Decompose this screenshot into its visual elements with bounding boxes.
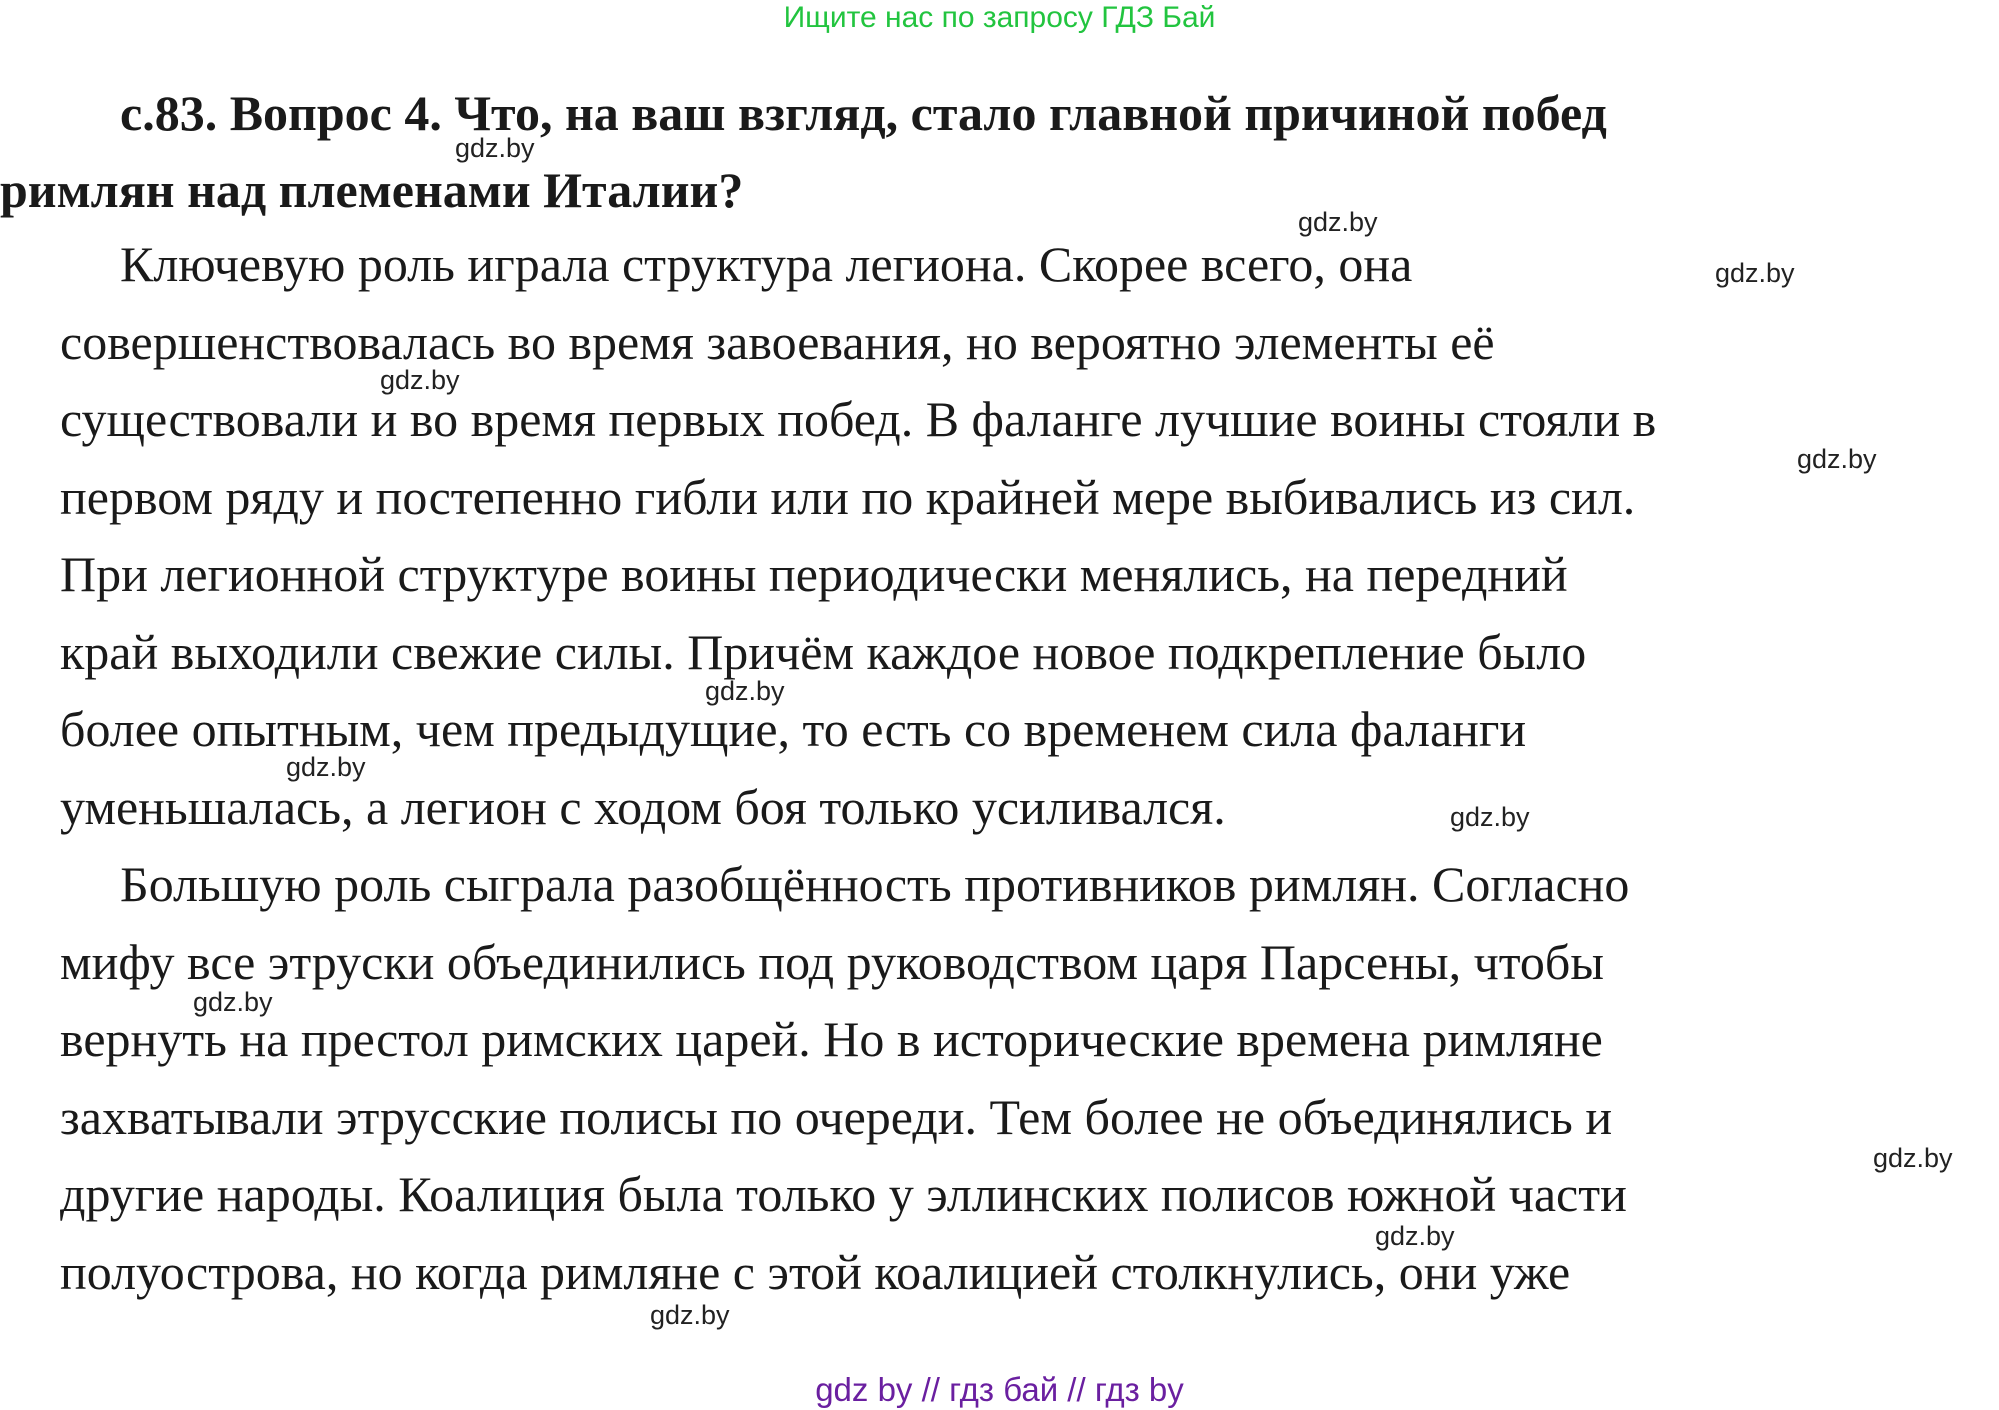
paragraph-2-line-5: другие народы. Коалиция была только у эллинских полисов южной части (60, 1166, 1627, 1222)
paragraph-2-line-1: Большую роль сыграла разобщённость противников римлян. Согласно (120, 856, 1630, 912)
paragraph-2-line-6: полуострова, но когда римляне с этой коалицией столкнулись, они уже (60, 1243, 1571, 1300)
answer-paragraph-2 (60, 846, 1960, 1311)
watermark: gdz.by (650, 1300, 730, 1330)
heading-line-2: римлян над племенами Италии? (0, 162, 744, 218)
paragraph-1-line-8: уменьшалась, а легион с ходом боя только усиливался. (60, 778, 1226, 835)
heading-line-1: с.83. Вопрос 4. Что, на ваш взгляд, стало главной причиной побед (120, 85, 1607, 141)
paragraph-1-line-3: существовали и во время первых побед. В фаланге лучшие воины стояли в (60, 391, 1657, 447)
watermark: gdz.by (1375, 1221, 1455, 1251)
paragraph-1-line-1: Ключевую роль играла структура легиона. Скорее всего, она (120, 236, 1413, 292)
paragraph-1-line-6: край выходили свежие силы. Причём каждое новое подкрепление было (60, 623, 1587, 680)
top-banner: Ищите нас по запросу ГДЗ Бай (783, 1, 1216, 34)
paragraph-2-line-4: захватывали этрусские полисы по очереди. Тем более не объединялись и (60, 1088, 1613, 1145)
watermark: gdz.by (705, 676, 785, 706)
watermark: gdz.by (1298, 207, 1378, 237)
paragraph-1-line-7: более опытным, чем предыдущие, то есть со временем сила фаланги (60, 701, 1527, 757)
footer-links: gdz by // гдз бай // гдз by (815, 1371, 1184, 1408)
watermark: gdz.by (193, 987, 273, 1017)
question-heading (0, 75, 1960, 229)
watermark: gdz.by (286, 752, 366, 782)
watermark: gdz.by (1450, 802, 1530, 832)
watermark: gdz.by (1873, 1143, 1953, 1173)
paragraph-1-line-4: первом ряду и постепенно гибли или по крайней мере выбивались из сил. (60, 468, 1636, 525)
watermark: gdz.by (1715, 258, 1795, 288)
paragraph-2-line-2: мифу все этруски объединились под руководством царя Парсены, чтобы (60, 933, 1604, 990)
watermark: gdz.by (1797, 444, 1877, 474)
watermark: gdz.by (455, 133, 535, 163)
watermark: gdz.by (380, 365, 460, 395)
paragraph-2-line-3: вернуть на престол римских царей. Но в исторические времена римляне (60, 1011, 1603, 1067)
paragraph-1-line-5: При легионной структуре воины периодически менялись, на передний (60, 546, 1568, 602)
paragraph-1-line-2: совершенствовалась во время завоевания, но вероятно элементы её (60, 313, 1495, 370)
